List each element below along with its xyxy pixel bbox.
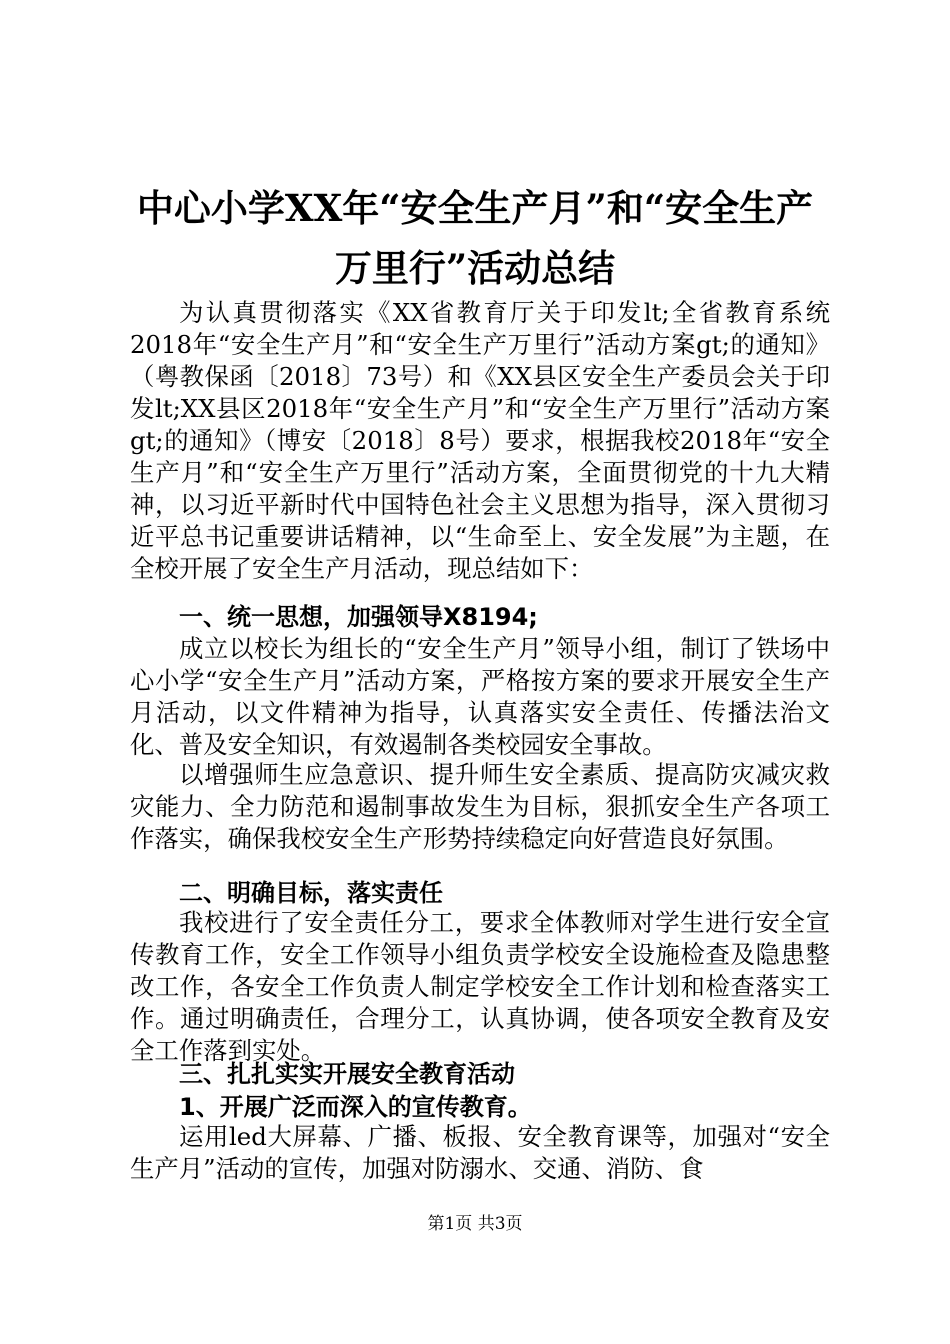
document-title-line-1: 中心小学XX年“安全生产月”和“安全生产 [136,186,814,230]
document-title-line-2: 万里行”活动总结 [334,246,616,290]
section-3-paragraph-1: 运用led大屏幕、广播、板报、安全教育课等，加强对“安全生产月”活动的宣传，加强对防溺水、交通、消防、食 [130,1122,830,1183]
section-3-heading: 三、扎扎实实开展安全教育活动 [179,1060,515,1088]
section-1-paragraph-2: 以增强师生应急意识、提升师生安全素质、提高防灾减灾救灾能力、全力防范和遏制事故发生为目标，狠抓安全生产各项工作落实，确保我校安全生产形势持续稳定向好营造良好氛围。 [130,760,830,853]
section-2-heading: 二、明确目标，落实责任 [179,879,443,907]
page-indicator: 第1页 共3页 [427,1214,523,1234]
section-2-paragraph-1: 我校进行了安全责任分工，要求全体教师对学生进行安全宣传教育工作，安全工作领导小组负责学校安全设施检查及隐患整改工作，各安全工作负责人制定学校安全工作计划和检查落实工作。通过明确责任，合理分工，认真协调，使各项安全教育及安全工作落到实处。 [130,908,830,1065]
section-3-subheading-1: 1、开展广泛而深入的宣传教育。 [179,1093,532,1121]
section-1-heading: 一、统一思想，加强领导X8194; [179,603,538,631]
section-1-paragraph-1: 成立以校长为组长的“安全生产月”领导小组，制订了铁场中心小学“安全生产月”活动方案，严格按方案的要求开展安全生产月活动，以文件精神为指导，认真落实安全责任、传播法治文化、普及安全知识，有效遏制各类校园安全事故。 [130,634,830,759]
intro-paragraph: 为认真贯彻落实《XX省教育厅关于印发lt;全省教育系统2018年“安全生产月”和“安全生产万里行”活动方案gt;的通知》（粤教保函〔2018〕73号）和《XX县区安全生产委员会关于印发lt;XX县区2018年“安全生产月”和“安全生产万里行”活动方案gt;的通知》（博安〔2018〕8号）要求，根据我校2018年“安全生产月”和“安全生产万里行”活动方案，全面贯彻党的十九大精神，以习近平新时代中国特色社会主义思想为指导，深入贯彻习近平总书记重要讲话精神，以“生命至上、安全发展”为主题，在全校开展了安全生产月活动，现总结如下： [130,298,830,583]
